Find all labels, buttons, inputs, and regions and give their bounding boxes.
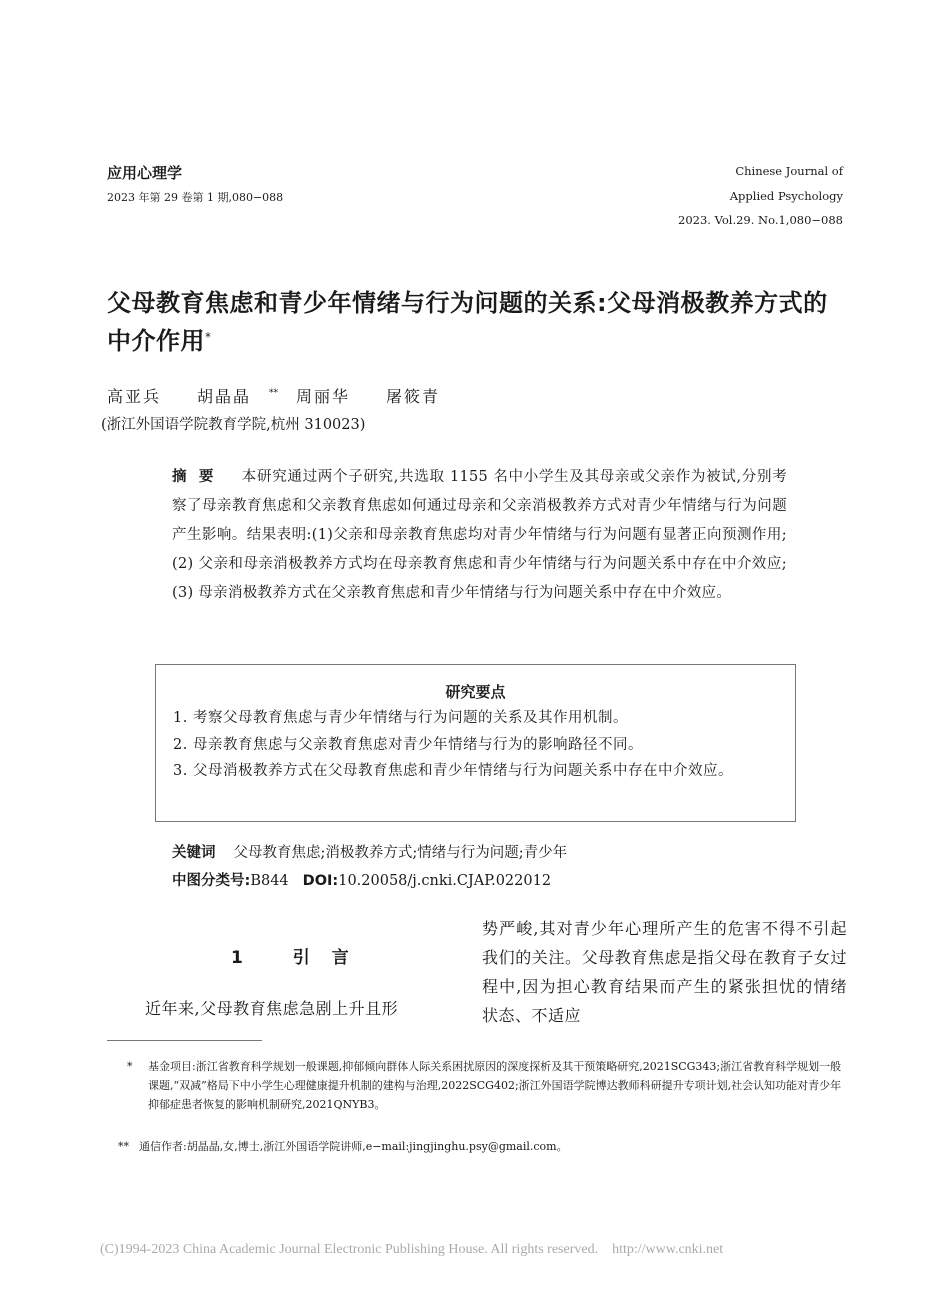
classification-line [172,869,551,890]
issue-info-en: 2023. Vol.29. No.1,080−088 [678,213,843,227]
journal-name-cn: 应用心理学 [107,164,183,182]
copyright-text: (C)1994-2023 China Academic Journal Electronic Publishing House. All rights reserved. [100,1242,599,1257]
footnote-text: 基金项目:浙江省教育科学规划一般课题,抑郁倾向群体人际关系困扰原因的深度探析及其干预策略研究,2021SCG343;浙江省教育科学规划一般课题,“双减”格局下中小学生心理健康提升机制的建构与治理,2022SCG402;浙江外国语学院博达教师科研提升专项计划,社会认知功能对青少年抑郁症患者恢复的影响机制研究,2021QNYB3。 [148,1060,842,1111]
copyright-line [100,1242,723,1258]
clc-code: B844 [250,873,289,889]
journal-name-en-line2: Applied Psychology [729,189,843,203]
copyright-url[interactable]: http://www.cnki.net [612,1242,724,1257]
author-name: 周丽华 [296,387,351,406]
key-points-box [155,664,796,822]
author-list [107,384,476,407]
clc-label: 中图分类号: [172,873,251,889]
key-point-item: 2. 母亲教育焦虑与父亲教育焦虑对青少年情绪与行为的影响路径不同。 [173,736,643,753]
keywords-label: 关键词 [172,845,216,861]
footnote-mark: ** [118,1140,129,1153]
author-name: 胡晶晶 ** [197,387,279,406]
title-footnote-mark: * [205,330,212,344]
footnote-mark: * [127,1060,133,1073]
journal-name-en-line1: Chinese Journal of [735,164,843,178]
author-footnote-mark: ** [269,388,279,399]
keywords [172,841,567,862]
footnote-correspondence [118,1137,848,1156]
footnote-funding [127,1057,852,1114]
key-point-item: 1. 考察父母教育焦虑与青少年情绪与行为问题的关系及其作用机制。 [173,710,628,726]
key-point-item: 3. 父母消极教养方式在父母教育焦虑和青少年情绪与行为问题关系中存在中介效应。 [173,763,733,779]
abstract-label: 摘要 [172,469,226,485]
article-title-text: 父母教育焦虑和青少年情绪与行为问题的关系:父母消极教养方式的中介作用 [107,289,828,355]
footnote-text: 通信作者:胡晶晶,女,博士,浙江外国语学院讲师,e−mail:jingjinghu.psy@gmail.com。 [139,1140,568,1153]
section-heading: 1 引言 [231,948,371,968]
key-points-title: 研究要点 [445,683,506,701]
author-name: 高亚兵 [107,387,162,406]
body-text-right: 势严峻,其对青少年心理所产生的危害不得不引起我们的关注。父母教育焦虑是指父母在教育子女过程中,因为担心教育结果而产生的紧张担忧的情绪状态、不适应 [482,919,847,1025]
article-title [107,284,852,360]
author-name: 屠筱青 [386,387,441,406]
body-text-left: 近年来,父母教育焦虑急剧上升且形 [145,999,399,1018]
keywords-text: 父母教育焦虑;消极教养方式;情绪与行为问题;青少年 [233,845,568,861]
doi-label: DOI: [302,873,339,889]
key-points-list [173,705,783,785]
abstract [172,463,787,608]
abstract-text: 本研究通过两个子研究,共选取 1155 名中小学生及其母亲或父亲作为被试,分别考察了母亲教育焦虑和父亲教育焦虑如何通过母亲和父亲消极教养方式对青少年情绪与行为问题产生影响。结果表明:(1)父亲和母亲教育焦虑均对青少年情绪与行为问题有显著正向预测作用;(2) 父亲和母亲消极教养方式均在母亲教育焦虑和青少年情绪与行为问题关系中存在中介效应;(3) 母亲消极教养方式在父亲教育焦虑和青少年情绪与行为问题关系中存在中介效应。 [172,469,787,601]
issue-info-cn: 2023 年第 29 卷第 1 期,080−088 [107,191,284,204]
affiliation: (浙江外国语学院教育学院,杭州 310023) [101,417,366,433]
doi-value: 10.20058/j.cnki.CJAP.022012 [338,873,552,889]
footnote-rule [107,1040,262,1041]
